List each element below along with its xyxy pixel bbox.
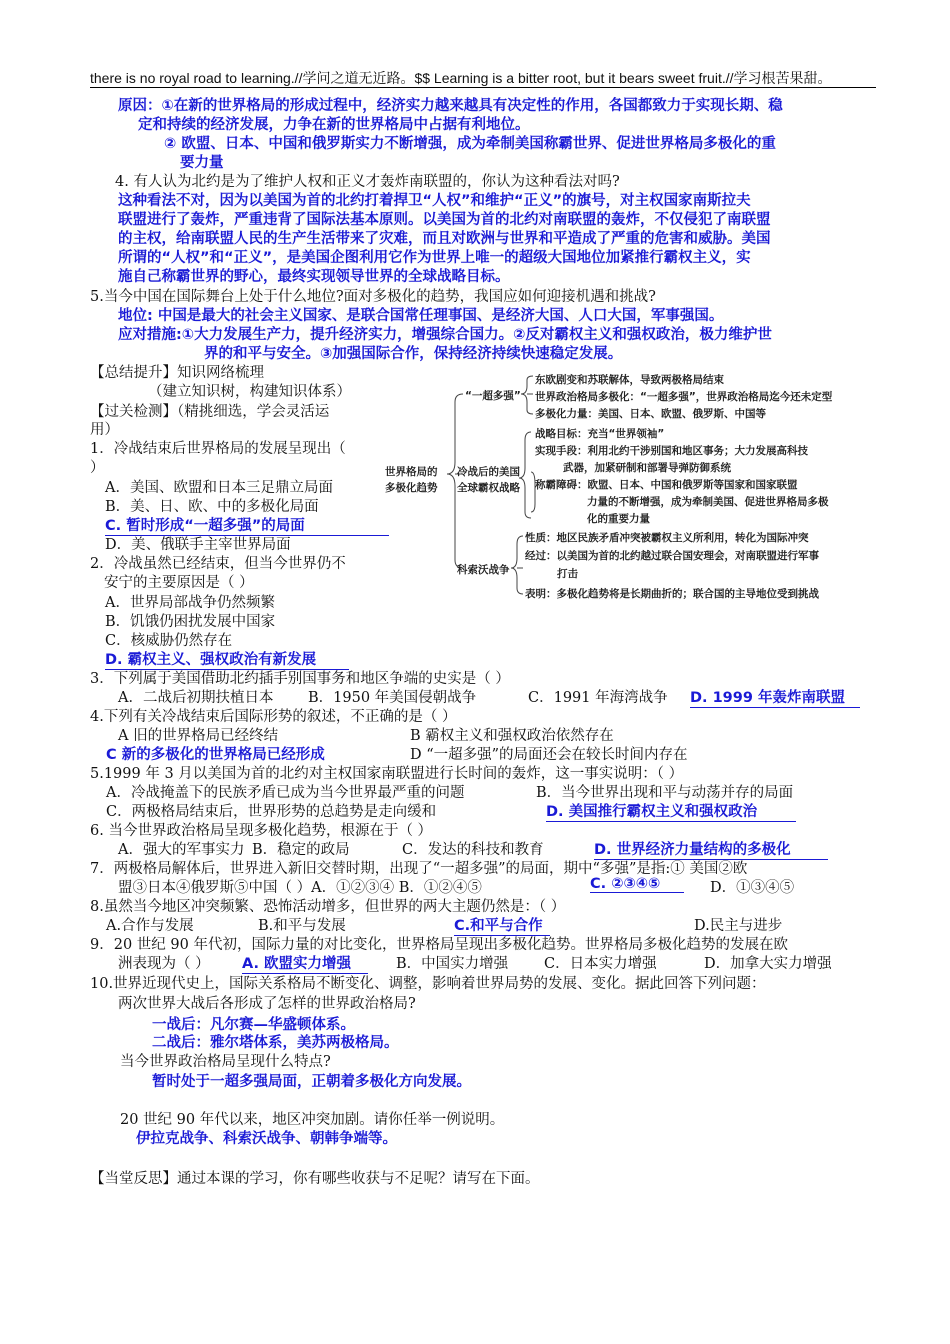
q4-answer-5: 施自己称霸世界的野心，最终实现领导世界的全球战略目标。 bbox=[118, 269, 510, 285]
mc-q5-option-d-answer: D. 美国推行霸权主义和强权政治 bbox=[546, 800, 796, 822]
mc-q8-option-c-answer: C.和平与合作 bbox=[454, 914, 550, 936]
mc-q3-option-b: B．1950 年美国侵朝战争 bbox=[308, 690, 477, 706]
q4-question: 4. 有人认为北约是为了维护人权和正义才轰炸南联盟的，你认为这种看法对吗? bbox=[115, 174, 620, 190]
mc-q6-option-b: B．稳定的政局 bbox=[252, 842, 350, 858]
mc-q5-stem: 5.1999 年 3 月以美国为首的北约对主权国家南联盟进行长时间的轰炸，这一事实说明：（ ） bbox=[90, 766, 684, 782]
mc-q4-stem: 4.下列有关冷战结束后国际形势的叙述，不正确的是（ ） bbox=[90, 709, 457, 725]
q4-answer-4: 所谓的“人权”和“正义”，是美国企图利用它作为世界上唯一的超级大国地位加紧推行霸权主义，实 bbox=[118, 250, 751, 266]
mc-q4-option-b: B 霸权主义和强权政治依然存在 bbox=[410, 728, 614, 744]
mc-q1-stem2: ） bbox=[90, 460, 105, 476]
reason-line-1: 原因：①在新的世界格局的形成过程中，经济实力越来越具有决定性的作用，各国都致力于实现长期、稳 bbox=[118, 98, 783, 114]
q10-answer-1: 一战后：凡尔赛—华盛顿体系。 bbox=[152, 1017, 355, 1033]
q10-sub-1: 两次世界大战后各形成了怎样的世界政治格局? bbox=[118, 996, 416, 1012]
mc-q8-option-d: D.民主与进步 bbox=[694, 918, 783, 934]
mc-q8-stem: 8.虽然当今地区冲突频繁、恐怖活动增多，但世界的两大主题仍然是：（ ） bbox=[90, 899, 566, 915]
mc-q3-stem: 3．下列属于美国借助北约插手别国事务和地区争端的史实是（ ） bbox=[90, 671, 510, 687]
mc-q7-stem: 7．两极格局解体后，世界进入新旧交替时期，出现了“一超多强”的局面，期中“多强”是指:① 美国②欧 bbox=[90, 861, 748, 877]
reason-line-4: 要力量 bbox=[180, 155, 224, 171]
reason-line-3: ② 欧盟、日本、中国和俄罗斯实力不断增强，成为牵制美国称霸世界、促进世界格局多极化的重 bbox=[164, 136, 776, 152]
q10-sub-3: 20 世纪 90 年代以来，地区冲突加剧。请你任举一例说明。 bbox=[120, 1112, 505, 1128]
mc-q3-option-d-answer: D. 1999 年轰炸南联盟 bbox=[690, 686, 860, 708]
mc-q5-option-c: C．两极格局结束后，世界形势的总趋势是走向缓和 bbox=[106, 804, 437, 820]
mc-q7-option-c-answer: C. ②③④⑤ bbox=[590, 876, 684, 893]
diagram-b2-item: 战略目标：充当“世界领袖” bbox=[535, 428, 665, 440]
mc-q9-option-c: C．日本实力增强 bbox=[544, 956, 657, 972]
mc-q2-option-d-answer: D. 霸权主义、强权政治有新发展 bbox=[105, 648, 349, 670]
q5-status: 地位: 中国是最大的社会主义国家、是联合国常任理事国、是经济大国、人口大国，军事强国。 bbox=[118, 308, 724, 324]
mc-q7-stem2: 盟③日本④俄罗斯⑤中国（ ）A．①②③④ B．①②④⑤ bbox=[118, 880, 482, 896]
q10-sub-2: 当今世界政治格局呈现什么特点? bbox=[120, 1054, 331, 1070]
mc-q2-stem: 2．冷战虽然已经结束，但当今世界仍不 bbox=[90, 556, 346, 572]
q5-question: 5.当今中国在国际舞台上处于什么地位?面对多极化的趋势，我国应如何迎接机遇和挑战? bbox=[90, 289, 656, 305]
mc-q9-option-d: D．加拿大实力增强 bbox=[704, 956, 832, 972]
header-motto: there is no royal road to learning.//学问之道无近路。$$ Learning is a bitter root, but it bears sweet fruit.//学习根苦果甜。 bbox=[90, 70, 832, 86]
diagram-b1-item: 世界政治格局多极化：“一超多强”，世界政治格局迄今还未定型 bbox=[535, 391, 833, 403]
mc-q8-option-b: B.和平与发展 bbox=[258, 918, 346, 934]
diagram-b2-item: 实现手段：利用北约干涉别国和地区事务；大力发展高科技 bbox=[535, 445, 808, 457]
mc-q9-stem2: 洲表现为（ ） bbox=[118, 956, 210, 972]
mc-q9-option-a-answer: A. 欧盟实力增强 bbox=[242, 952, 368, 974]
summary-subtitle: （建立知识树，构建知识体系） bbox=[148, 384, 351, 400]
diagram-root-2: 多极化趋势 bbox=[385, 482, 438, 494]
mc-q6-option-a: A．强大的军事实力 bbox=[118, 842, 245, 858]
mc-q1-option-b: B．美、日、欧、中的多极化局面 bbox=[105, 499, 319, 515]
mc-q1-option-a: A．美国、欧盟和日本三足鼎立局面 bbox=[105, 480, 333, 496]
mc-q5-option-a: A．冷战掩盖下的民族矛盾已成为当今世界最严重的问题 bbox=[106, 785, 465, 801]
mc-q4-option-a: A 旧的世界格局已经终结 bbox=[118, 728, 279, 744]
mc-q5-option-b: B．当今世界出现和平与动荡并存的局面 bbox=[536, 785, 794, 801]
q10-answer-4: 伊拉克战争、科索沃战争、朝韩争端等。 bbox=[136, 1131, 397, 1147]
diagram-b2-item: 称霸障碍：欧盟、日本、中国和俄罗斯等国家和国家联盟 bbox=[535, 479, 798, 491]
diagram-branch-3: 科索沃战争 bbox=[457, 564, 510, 576]
mc-q2-option-c: C．核威胁仍然存在 bbox=[105, 633, 233, 649]
mc-q7-option-d: D．①③④⑤ bbox=[710, 880, 795, 896]
q4-answer-2: 联盟进行了轰炸，严重违背了国际法基本原则。以美国为首的北约对南联盟的轰炸，不仅侵犯了南联盟 bbox=[118, 212, 771, 228]
diagram-branch-2a: 冷战后的美国 bbox=[457, 466, 520, 478]
diagram-b2-item: 武器，加紧研制和部署导弹防御系统 bbox=[563, 462, 731, 474]
reason-line-2: 定和持续的经济发展，力争在新的世界格局中占据有利地位。 bbox=[138, 117, 530, 133]
diagram-b3-item: 表明：多极化趋势将是长期曲折的；联合国的主导地位受到挑战 bbox=[525, 588, 819, 600]
mc-q9-option-b: B．中国实力增强 bbox=[396, 956, 509, 972]
summary-title: 【总结提升】知识网络梳理 bbox=[90, 365, 264, 381]
diagram-branch-1: “一超多强” bbox=[465, 390, 521, 402]
reflection-prompt: 【当堂反思】通过本课的学习，你有哪些收获与不足呢？请写在下面。 bbox=[90, 1171, 540, 1187]
q5-measures-1: 应对措施:①大力发展生产力，提升经济实力，增强综合国力。②反对霸权主义和强权政治，极力维护世 bbox=[118, 327, 772, 343]
q10-answer-3: 暂时处于一超多强局面，正朝着多极化方向发展。 bbox=[152, 1074, 471, 1090]
q10-answer-2: 二战后：雅尔塔体系，美苏两极格局。 bbox=[152, 1035, 399, 1051]
q4-answer-3: 的主权，给南联盟人民的生产生活带来了灾难，而且对欧洲与世界和平造成了严重的危害和威胁。美国 bbox=[118, 231, 771, 247]
q4-answer-1: 这种看法不对，因为以美国为首的北约打着捍卫“人权”和维护“正义”的旗号，对主权国家南斯拉夫 bbox=[118, 193, 751, 209]
mc-q4-option-c-answer: C 新的多极化的世界格局已经形成 bbox=[106, 747, 325, 763]
mc-q4-option-d: D “一超多强”的局面还会在较长时间内存在 bbox=[410, 747, 688, 763]
mc-q2-option-b: B．饥饿仍困扰发展中国家 bbox=[105, 614, 276, 630]
mc-q2-stem2: 安宁的主要原因是（ ） bbox=[104, 575, 254, 591]
diagram-b2-item: 化的重要力量 bbox=[587, 513, 650, 525]
mc-q6-stem: 6. 当今世界政治格局呈现多极化趋势，根源在于（ ） bbox=[90, 823, 433, 839]
diagram-branch-2b: 全球霸权战略 bbox=[457, 482, 520, 494]
diagram-b3-item: 性质：地区民族矛盾冲突被霸权主义所利用，转化为国际冲突 bbox=[525, 532, 809, 544]
diagram-b1-item: 多极化力量：美国、日本、欧盟、俄罗斯、中国等 bbox=[535, 408, 766, 420]
diagram-b2-item: 力量的不断增强，成为牵制美国、促进世界格局多极 bbox=[587, 496, 829, 508]
mc-q3-option-a: A．二战后初期扶植日本 bbox=[118, 690, 274, 706]
diagram-b3-item: 经过：以美国为首的北约越过联合国安理会，对南联盟进行军事 bbox=[525, 550, 819, 562]
test-title: 【过关检测】（精挑细选，学会灵活运 bbox=[90, 404, 330, 420]
mc-q1-option-c-answer: C. 暂时形成“一超多强”的局面 bbox=[105, 514, 389, 536]
mc-q1-option-d: D．美、俄联手主宰世界局面 bbox=[105, 537, 291, 553]
q10-stem: 10.世界近现代史上，国际关系格局不断变化、调整，影响着世界局势的发展、变化。据此回答下列问题： bbox=[90, 976, 766, 992]
mc-q6-option-d-answer: D. 世界经济力量结构的多极化 bbox=[594, 838, 828, 860]
q5-measures-2: 界的和平与安全。③加强国际合作，保持经济持续快速稳定发展。 bbox=[204, 346, 623, 362]
diagram-b3-item: 打击 bbox=[557, 568, 578, 580]
mc-q3-option-c: C．1991 年海湾战争 bbox=[528, 690, 668, 706]
diagram-root-1: 世界格局的 bbox=[385, 466, 438, 478]
header-divider bbox=[90, 87, 876, 88]
mc-q8-option-a: A.合作与发展 bbox=[106, 918, 194, 934]
diagram-b1-item: 东欧剧变和苏联解体，导致两极格局结束 bbox=[535, 374, 724, 386]
mc-q2-option-a: A．世界局部战争仍然频繁 bbox=[105, 595, 275, 611]
test-title-cont: 用） bbox=[90, 422, 119, 438]
mc-q6-option-c: C．发达的科技和教育 bbox=[402, 842, 544, 858]
mc-q1-stem: 1．冷战结束后世界格局的发展呈现出（ bbox=[90, 441, 346, 457]
knowledge-tree-diagram bbox=[385, 372, 865, 608]
mc-q9-stem: 9．20 世纪 90 年代初，国际力量的对比变化，世界格局呈现出多极化趋势。世界格局多极化趋势的发展在欧 bbox=[90, 937, 788, 953]
